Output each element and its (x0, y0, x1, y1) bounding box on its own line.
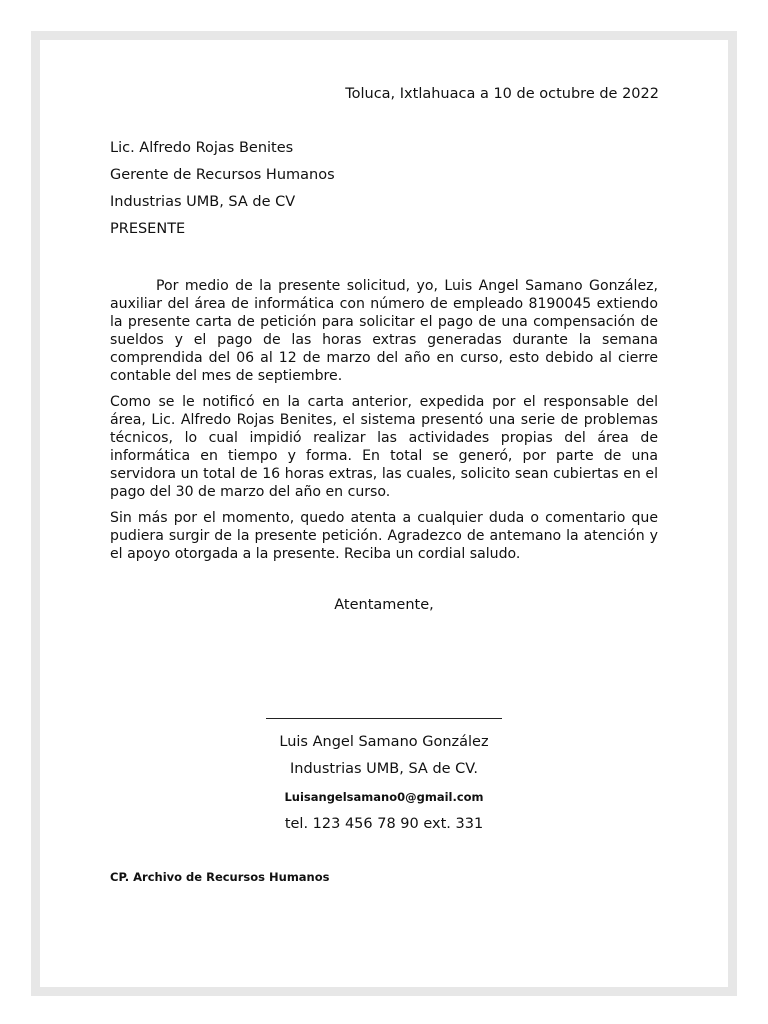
closing: Atentamente, (334, 597, 434, 613)
signer-company: Industrias UMB, SA de CV. (290, 761, 478, 777)
recipient-name: Lic. Alfredo Rojas Benites (110, 140, 294, 156)
recipient-company: Industrias UMB, SA de CV (110, 194, 296, 210)
signature-line (266, 718, 502, 719)
body-paragraph-3: Sin más por el momento, quedo atenta a cualquier duda o comentario que pudiera surgir de la presente petición. Agradezco de antemano la atención y el apoyo otorgada a la presente. Reciba un cordial saludo. (110, 510, 658, 562)
recipient-position: Gerente de Recursos Humanos (110, 167, 335, 183)
body-paragraph-2: Como se le notificó en la carta anterior, expedida por el responsable del área, Lic. Alfredo Rojas Benites, el sistema presentó una serie de problemas técnicos, lo cual impidió realizar las actividades propias del área de informática en tiempo y forma. En total se generó, por parte de una servidora un total de 16 horas extras, las cuales, solicito sean cubiertas en el pago del 30 de marzo del año en curso. (110, 394, 658, 500)
body-paragraph-1: Por medio de la presente solicitud, yo, Luis Angel Samano González, auxiliar del área de informática con número de empleado 8190045 extiendo la presente carta de petición para solicitar el pago de una compensación de sueldos y el pago de las horas extras generadas durante la semana comprendida del 06 al 12 de marzo del año en curso, esto debido al cierre contable del mes de septiembre. (110, 278, 658, 384)
carbon-copy: CP. Archivo de Recursos Humanos (110, 870, 330, 884)
signer-phone: tel. 123 456 78 90 ext. 331 (284, 816, 484, 832)
signer-name: Luis Angel Samano González (279, 734, 489, 750)
salutation: PRESENTE (110, 221, 186, 237)
date-line: Toluca, Ixtlahuaca a 10 de octubre de 2022 (345, 86, 659, 102)
signer-email: Luisangelsamano0@gmail.com (284, 790, 484, 804)
